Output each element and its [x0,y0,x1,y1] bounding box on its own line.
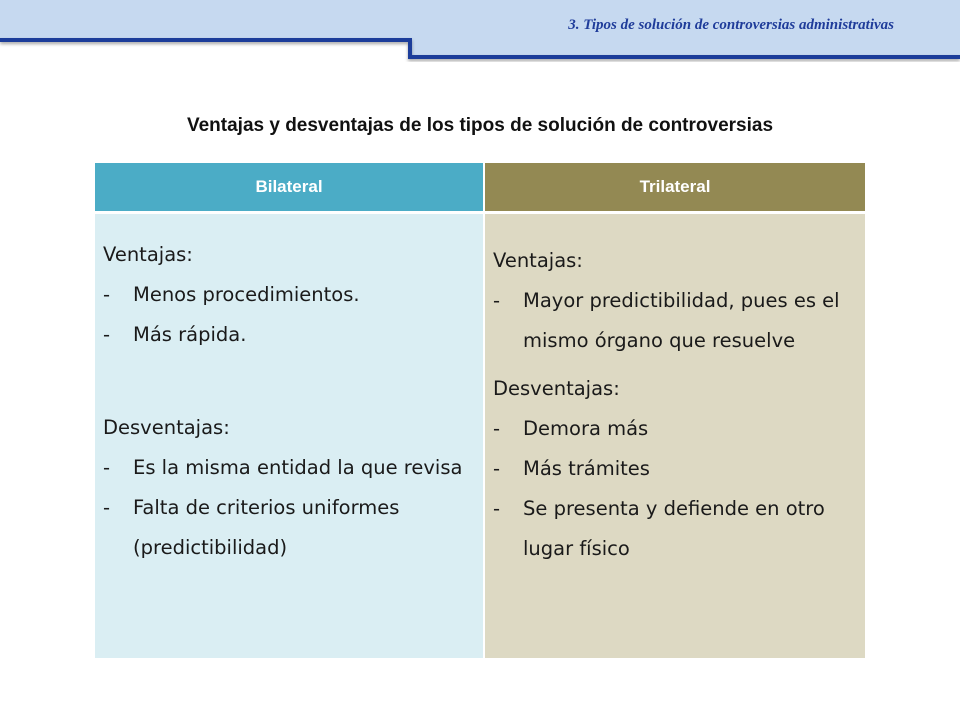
header-band [0,0,960,62]
list-item: - Es la misma entidad la que revisa [103,448,475,488]
slide-heading: Ventajas y desventajas de los tipos de solución de controversias [186,115,774,136]
list-item-text: Demora más [523,417,649,440]
list-item-text: Es la misma entidad la que revisa [133,456,463,479]
cell-trilateral [485,214,865,658]
list-item: - Mayor predictibilidad, pues es el mismo órgano que resuelve [493,281,857,361]
list-item: - Más trámites [493,449,857,489]
list-item-text: Se presenta y defiende en otro lugar físico [523,497,825,560]
list-item-text: Mayor predictibilidad, pues es el mismo órgano que resuelve [523,289,840,352]
list-item: - Demora más [493,409,857,449]
ventajas-label: Ventajas: [493,249,583,272]
list-item: - Menos procedimientos. [103,275,475,315]
list-item-text: Falta de criterios uniformes (predictibilidad) [133,496,400,559]
list-item: - Se presenta y defiende en otro lugar físico [493,489,857,569]
list-item: - Falta de criterios uniformes (predictibilidad) [103,488,475,568]
comparison-table [95,163,865,658]
section-title: 3. Tipos de solución de controversias administrativas [568,17,894,33]
column-header-bilateral: Bilateral [95,163,485,214]
list-item-text: Más rápida. [133,323,247,346]
column-header-trilateral: Trilateral [485,163,865,214]
list-item-text: Menos procedimientos. [133,283,360,306]
list-item-text: Más trámites [523,457,650,480]
ventajas-label: Ventajas: [103,243,193,266]
cell-bilateral [95,214,485,658]
list-item: - Más rápida. [103,315,475,355]
desventajas-label: Desventajas: [493,377,620,400]
desventajas-label: Desventajas: [103,416,230,439]
